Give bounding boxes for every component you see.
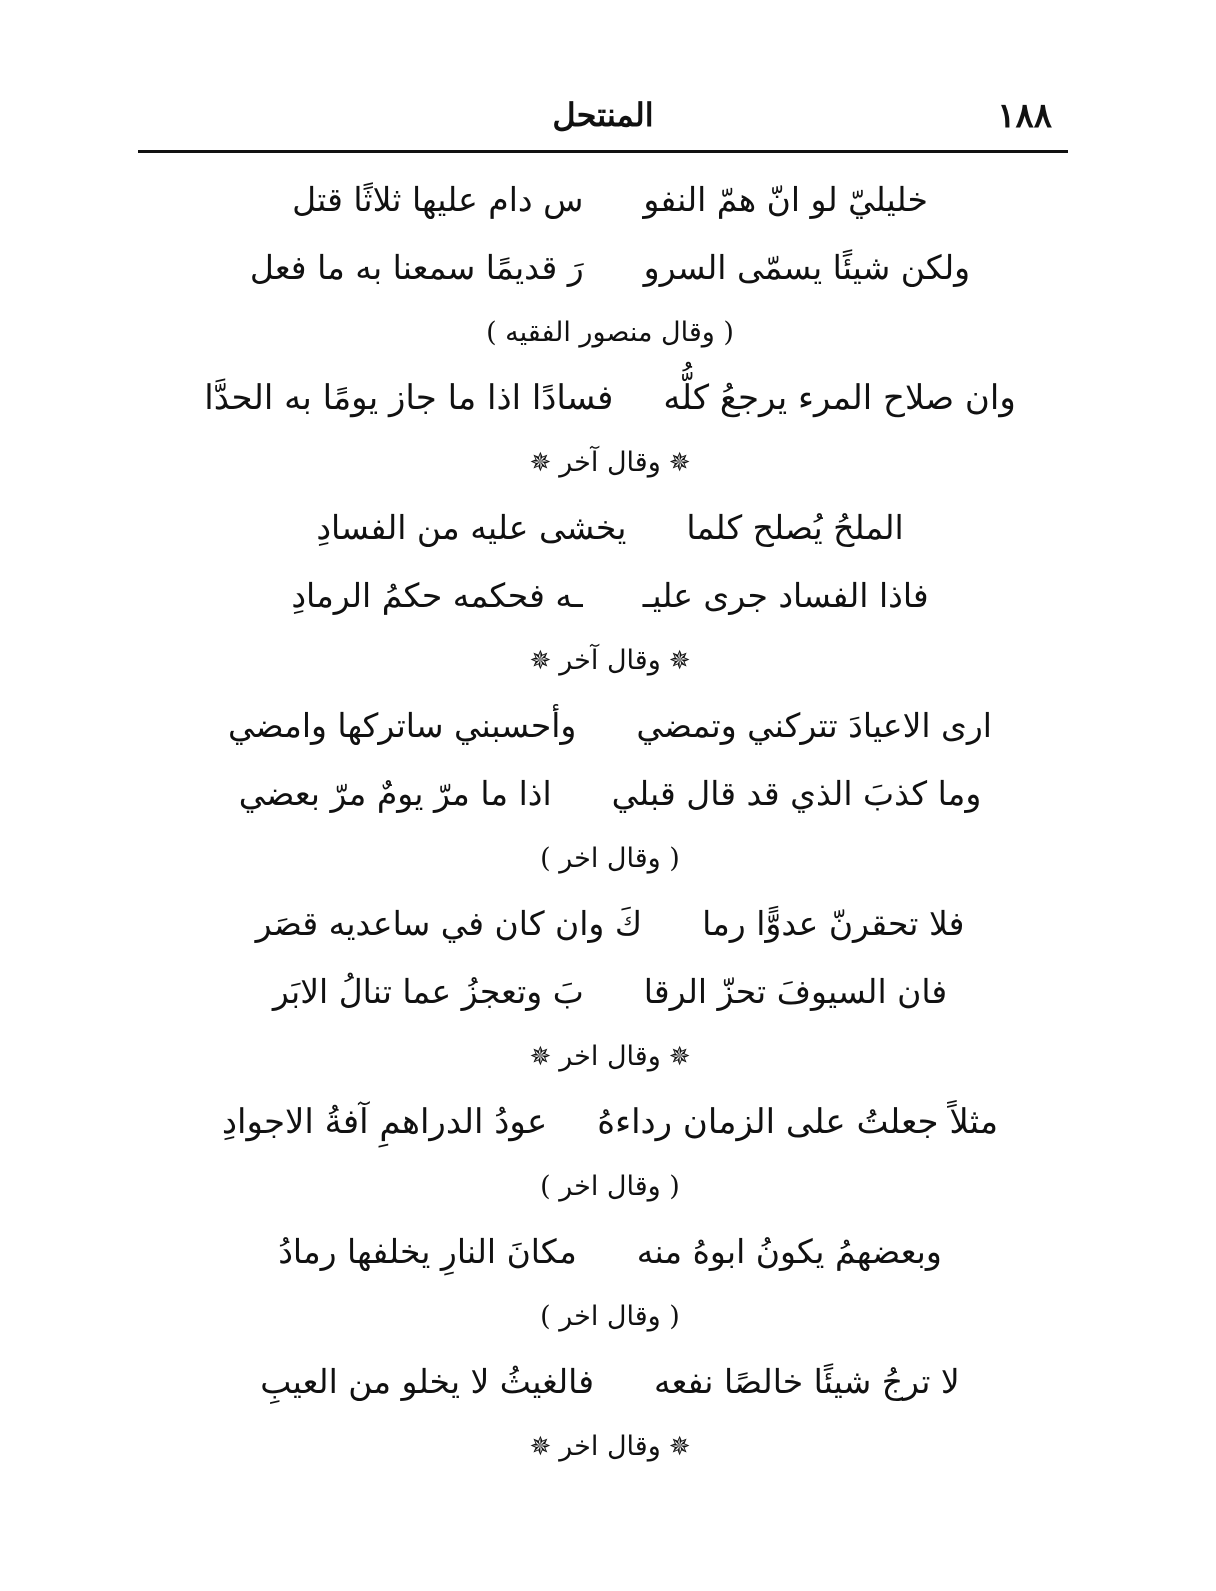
ornament-icon: ✵ (668, 646, 691, 676)
verse (150, 1218, 1070, 1286)
ornament-icon: ✵ (529, 1432, 552, 1462)
ornament-icon: ✵ (668, 1042, 691, 1072)
second-hemistich: يخشى عليه من الفسادِ (316, 508, 627, 547)
verse (150, 890, 1070, 958)
second-hemistich: اذا ما مرّ يومٌ مرّ بعضي (238, 774, 552, 813)
first-hemistich: فاذا الفساد جرى عليـ (642, 576, 929, 615)
verse (150, 494, 1070, 562)
first-hemistich: ولكن شيئًا يسمّى السرو (643, 248, 971, 287)
second-hemistich: س دام عليها ثلاثًا قتل (292, 180, 584, 219)
ornament-icon: ✵ (529, 448, 552, 478)
poem-heading (150, 1026, 1070, 1088)
first-hemistich: فلا تحقرنّ عدوًّا رما (702, 904, 965, 943)
first-hemistich: وان صلاح المرء يرجعُ كلُّه (663, 378, 1016, 418)
poem-heading-text: وقال اخر (559, 1041, 661, 1072)
verse (150, 364, 1070, 432)
first-hemistich: خليليّ لو انّ همّ النفو (643, 180, 928, 219)
poem-heading-text: وقال آخر (559, 447, 661, 478)
running-title: المنتحل (552, 96, 654, 134)
second-hemistich: مكانَ النارِ يخلفها رمادُ (278, 1232, 577, 1271)
ornament-icon: ✵ (668, 1432, 691, 1462)
poem-heading (150, 630, 1070, 692)
second-hemistich: رَ قديمًا سمعنا به ما فعل (249, 248, 584, 287)
first-hemistich: مثلاً جعلتُ على الزمان رداءهُ (597, 1102, 999, 1142)
second-hemistich: بَ وتعجزُ عما تنالُ الابَر (272, 972, 584, 1011)
first-hemistich: ارى الاعيادَ تتركني وتمضي (636, 706, 992, 745)
verse (150, 958, 1070, 1026)
page-number: ١٨٨ (997, 96, 1052, 136)
first-hemistich: لا ترجُ شيئًا خالصًا نفعه (653, 1362, 960, 1401)
second-hemistich: فسادًا اذا ما جاز يومًا به الحدَّا (204, 378, 614, 418)
first-hemistich: الملحُ يُصلح كلما (686, 508, 904, 547)
second-hemistich: وأحسبني ساتركها وامضي (228, 706, 577, 745)
verse (150, 1348, 1070, 1416)
verse (150, 692, 1070, 760)
verse (150, 760, 1070, 828)
poem-content (150, 166, 1070, 1478)
verse (150, 166, 1070, 234)
poem-heading: ( وقال منصور الفقيه ) (486, 317, 734, 348)
ornament-icon: ✵ (668, 448, 691, 478)
first-hemistich: فان السيوفَ تحزّ الرقا (643, 972, 948, 1011)
poem-heading-text: وقال اخر (559, 1431, 661, 1462)
poem-heading: ( وقال اخر ) (540, 1301, 680, 1332)
poem-heading: ( وقال اخر ) (540, 843, 680, 874)
verse (150, 1088, 1070, 1156)
second-hemistich: ـه فحكمه حكمُ الرمادِ (291, 576, 583, 615)
header-rule (138, 150, 1068, 153)
second-hemistich: كَ وان كان في ساعديه قصَر (255, 904, 643, 943)
poem-heading (150, 1416, 1070, 1478)
second-hemistich: عودُ الدراهمِ آفةُ الاجوادِ (221, 1102, 548, 1142)
first-hemistich: وما كذبَ الذي قد قال قبلي (611, 774, 982, 813)
first-hemistich: وبعضهمُ يكونُ ابوهُ منه (636, 1232, 942, 1271)
poem-heading (150, 432, 1070, 494)
poem-heading-text: وقال آخر (559, 645, 661, 676)
poem-heading: ( وقال اخر ) (540, 1171, 680, 1202)
ornament-icon: ✵ (529, 1042, 552, 1072)
second-hemistich: فالغيثُ لا يخلو من العيبِ (260, 1362, 594, 1401)
verse (150, 234, 1070, 302)
verse (150, 562, 1070, 630)
ornament-icon: ✵ (529, 646, 552, 676)
page-header (138, 96, 1068, 146)
